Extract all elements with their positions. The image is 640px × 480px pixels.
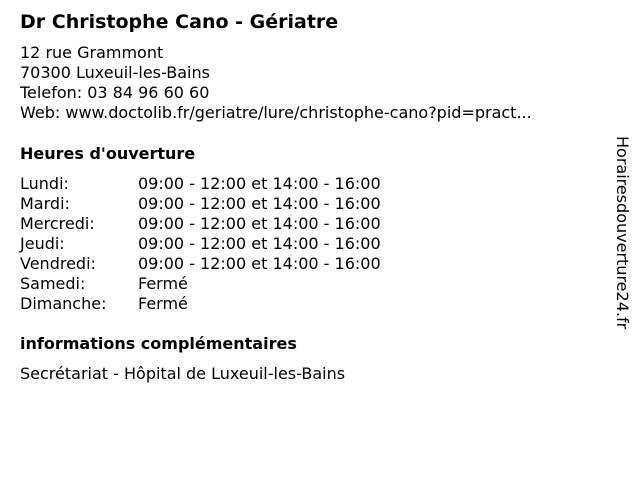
day-hours: Fermé xyxy=(138,274,188,293)
day-label: Mardi: xyxy=(20,194,70,213)
hours-row-saturday xyxy=(20,274,600,294)
page-title: Dr Christophe Cano - Gériatre xyxy=(20,11,339,33)
phone-number: Telefon: 03 84 96 60 60 xyxy=(20,83,210,102)
hours-row-friday xyxy=(20,254,600,274)
website-link[interactable]: Web: www.doctolib.fr/geriatre/lure/christophe-cano?pid=pract... xyxy=(20,103,532,122)
day-hours: 09:00 - 12:00 et 14:00 - 16:00 xyxy=(138,174,381,193)
day-hours: 09:00 - 12:00 et 14:00 - 16:00 xyxy=(138,234,381,253)
opening-hours-heading: Heures d'ouverture xyxy=(20,144,196,163)
day-label: Mercredi: xyxy=(20,214,95,233)
day-hours: 09:00 - 12:00 et 14:00 - 16:00 xyxy=(138,194,381,213)
hours-row-wednesday xyxy=(20,214,600,234)
day-hours: Fermé xyxy=(138,294,188,313)
city-postcode: 70300 Luxeuil-les-Bains xyxy=(20,63,210,82)
day-hours: 09:00 - 12:00 et 14:00 - 16:00 xyxy=(138,214,381,233)
day-hours: 09:00 - 12:00 et 14:00 - 16:00 xyxy=(138,254,381,273)
day-label: Samedi: xyxy=(20,274,86,293)
day-label: Lundi: xyxy=(20,174,69,193)
site-watermark: Horairesdouverture24.fr xyxy=(613,136,632,330)
day-label: Vendredi: xyxy=(20,254,96,273)
hours-row-sunday xyxy=(20,294,600,314)
hours-row-tuesday xyxy=(20,194,600,214)
street-address: 12 rue Grammont xyxy=(20,43,164,62)
day-label: Dimanche: xyxy=(20,294,107,313)
listing-card xyxy=(20,10,600,384)
additional-info-heading: informations complémentaires xyxy=(20,334,297,353)
hours-row-monday xyxy=(20,174,600,194)
opening-hours-table xyxy=(20,174,600,314)
hours-row-thursday xyxy=(20,234,600,254)
address-block xyxy=(20,43,600,123)
day-label: Jeudi: xyxy=(20,234,65,253)
additional-info-text: Secrétariat - Hôpital de Luxeuil-les-Bains xyxy=(20,364,346,383)
